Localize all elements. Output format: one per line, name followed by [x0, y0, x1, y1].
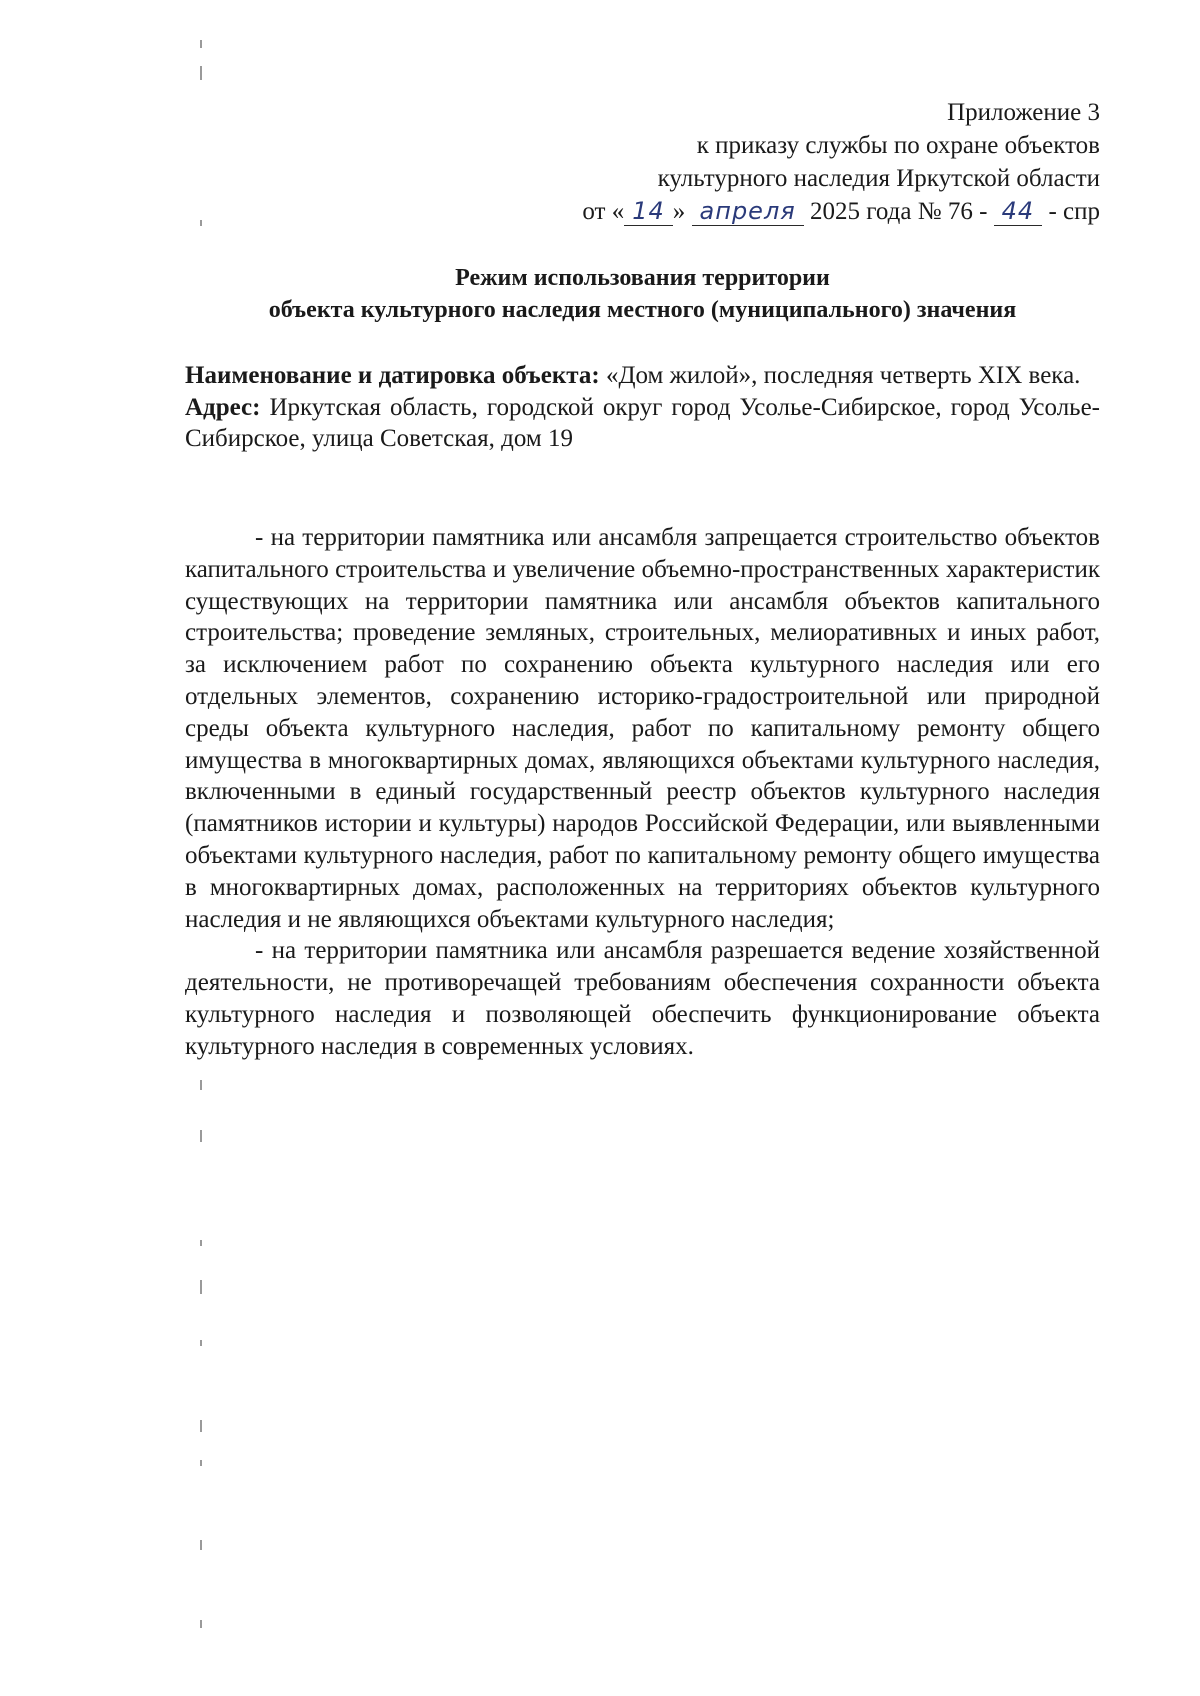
object-address-label: Адрес: — [185, 393, 261, 421]
object-name-value: «Дом жилой», последняя четверть XIX века. — [605, 362, 1081, 389]
regime-paragraph-prohibited: - на территории памятника или ансамбля запрещается строительство объектов капитального строительства и увеличение объемно-пространственных характеристик существующих на территории памятника или ансамбля объектов капитального строительства; проведение земляных, строительных, мелиоративных и иных работ, за исключением работ по сохранению объекта культурного наследия или его отдельных элементов, сохранению историко-градостроительной или природной среды объекта культурного наследия, работ по капитальному ремонту общего имущества в многоквартирных домах, являющихся объектами культурного наследия, включенными в единый государственный реестр объектов культурного наследия (памятников истории и культуры) народов Российской Федерации, или выявленными объектами культурного наследия, работ по капитальному ремонту общего имущества в многоквартирных домах, расположенных на территориях объектов культурного наследия и не являющихся объектами культурного наследия; — [185, 524, 1100, 933]
handwritten-day: 14 — [624, 197, 673, 226]
object-info — [185, 360, 1100, 455]
appendix-header — [380, 96, 1100, 228]
object-address-row — [185, 392, 1100, 455]
handwritten-order-number: 44 — [994, 197, 1043, 226]
appendix-order-ref: к приказу службы по охране объектов — [696, 132, 1100, 159]
order-suffix: - спр — [1048, 198, 1100, 225]
regime-paragraph-allowed: - на территории памятника или ансамбля разрешается ведение хозяйственной деятельности, не противоречащей требованиям обеспечения сохранности объекта культурного наследия и позволяющей обеспечить функционирование объекта культурного наследия в современных условиях. — [185, 937, 1100, 1060]
date-prefix: от « — [582, 198, 625, 225]
date-mid: » — [672, 198, 686, 225]
appendix-authority: культурного наследия Иркутской области — [657, 165, 1100, 192]
appendix-number: Приложение 3 — [947, 99, 1100, 126]
handwritten-month: апреля — [692, 197, 804, 226]
title-line-2: объекта культурного наследия местного (муниципального) значения — [268, 297, 1017, 323]
date-year: 2025 года № 76 - — [809, 198, 988, 225]
regime-text — [185, 522, 1100, 1063]
order-date-line — [380, 195, 1100, 228]
title-line-1: Режим использования территории — [455, 265, 830, 291]
object-address-value: Иркутская область, городской округ город Усолье-Сибирское, город Усолье-Сибирское, улица Советская, дом 19 — [185, 393, 1101, 452]
object-name-row — [185, 360, 1100, 392]
document-title — [185, 262, 1100, 326]
object-name-label: Наименование и датировка объекта: — [185, 362, 600, 389]
